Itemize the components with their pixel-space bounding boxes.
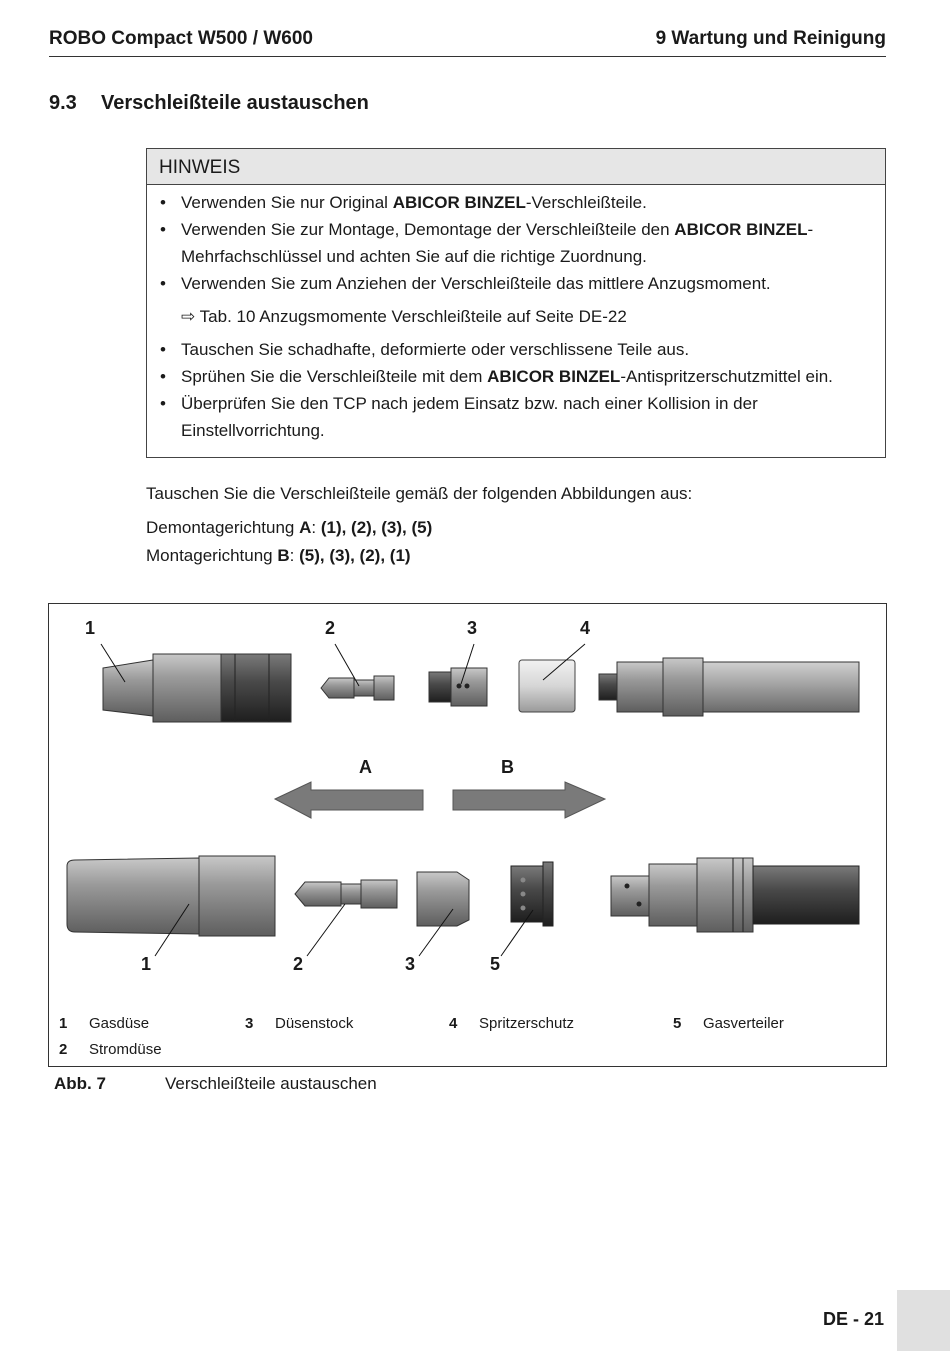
legend-item-gasverteiler: 5 Gasverteiler [673, 1015, 784, 1032]
notice-title: HINWEIS [147, 149, 885, 185]
section-heading [49, 92, 369, 115]
arrow-b-icon [453, 782, 605, 818]
legend-item-duesenstock: 3 Düsenstock [245, 1015, 354, 1032]
header-product-title: ROBO Compact W500 / W600 [49, 28, 313, 49]
wear-parts-illustration [49, 604, 888, 1068]
callout-top-1: 1 [85, 618, 96, 638]
page-number: DE - 21 [822, 1309, 884, 1329]
notice-item: • Verwenden Sie zum Anziehen der Verschleißteile das mittlere Anzugsmoment. [160, 274, 771, 293]
arrow-a-label: A [359, 757, 372, 777]
arrow-a-icon [275, 782, 423, 818]
notice-box [146, 148, 886, 458]
torch-neck-bottom [611, 858, 859, 932]
section-title: Verschleißteile austauschen [101, 92, 369, 114]
callout-bottom-5: 5 [490, 954, 501, 974]
notice-item: • Überprüfen Sie den TCP nach jedem Einsatz bzw. nach einer Kollision in der Einstellvorrichtung. [160, 394, 758, 440]
demontage-direction: Demontagerichtung A: (1), (2), (3), (5) [146, 518, 433, 537]
header-divider [49, 56, 886, 57]
arrow-b-label: B [501, 757, 514, 777]
gas-nozzle-bottom [67, 856, 275, 936]
montage-direction: Montagerichtung B: (5), (3), (2), (1) [146, 546, 411, 565]
notice-item: • Verwenden Sie nur Original ABICOR BINZEL-Verschleißteile. [160, 193, 647, 212]
legend-item-stromduese: 2 Stromdüse [59, 1041, 162, 1058]
torch-neck-top [599, 658, 859, 716]
figure-wear-parts [48, 603, 887, 1067]
callout-bottom-1: 1 [141, 954, 152, 974]
figure-caption-text: Verschleißteile austauschen [165, 1074, 377, 1093]
callout-top-2: 2 [325, 618, 336, 638]
gas-nozzle-top [103, 654, 291, 722]
callout-top-3: 3 [467, 618, 478, 638]
gas-diffuser-bottom [511, 862, 553, 926]
legend-item-spritzerschutz: 4 Spritzerschutz [449, 1015, 575, 1032]
contact-tip-top [321, 676, 394, 700]
legend-item-gasduese: 1 Gasdüse [59, 1015, 150, 1032]
nozzle-holder-bottom [417, 872, 469, 926]
figure-caption-number: Abb. 7 [54, 1074, 106, 1093]
notice-reference-link[interactable]: ⇨ Tab. 10 Anzugsmomente Verschleißteile auf Seite DE-22 [181, 307, 627, 326]
page-tab-marker [897, 1290, 950, 1351]
section-number: 9.3 [49, 92, 77, 114]
notice-item: • Tauschen Sie schadhafte, deformierte oder verschlissene Teile aus. [160, 340, 690, 359]
notice-item: • Sprühen Sie die Verschleißteile mit dem ABICOR BINZEL-Antispritzerschutzmittel ein. [160, 367, 833, 386]
header-chapter-title: 9 Wartung und Reinigung [655, 28, 886, 49]
callout-bottom-2: 2 [293, 954, 304, 974]
spatter-guard-top [519, 660, 575, 712]
notice-list [147, 185, 885, 444]
contact-tip-bottom [295, 880, 397, 908]
callout-top-4: 4 [580, 618, 591, 638]
instruction-text: Tauschen Sie die Verschleißteile gemäß der folgenden Abbildungen aus: [146, 484, 693, 503]
notice-item: • Verwenden Sie zur Montage, Demontage der Verschleißteile den ABICOR BINZEL-Mehrfachschlüssel und achten Sie auf die richtige Zuordnung. [160, 220, 814, 266]
nozzle-holder-top [429, 668, 487, 706]
callout-bottom-3: 3 [405, 954, 416, 974]
